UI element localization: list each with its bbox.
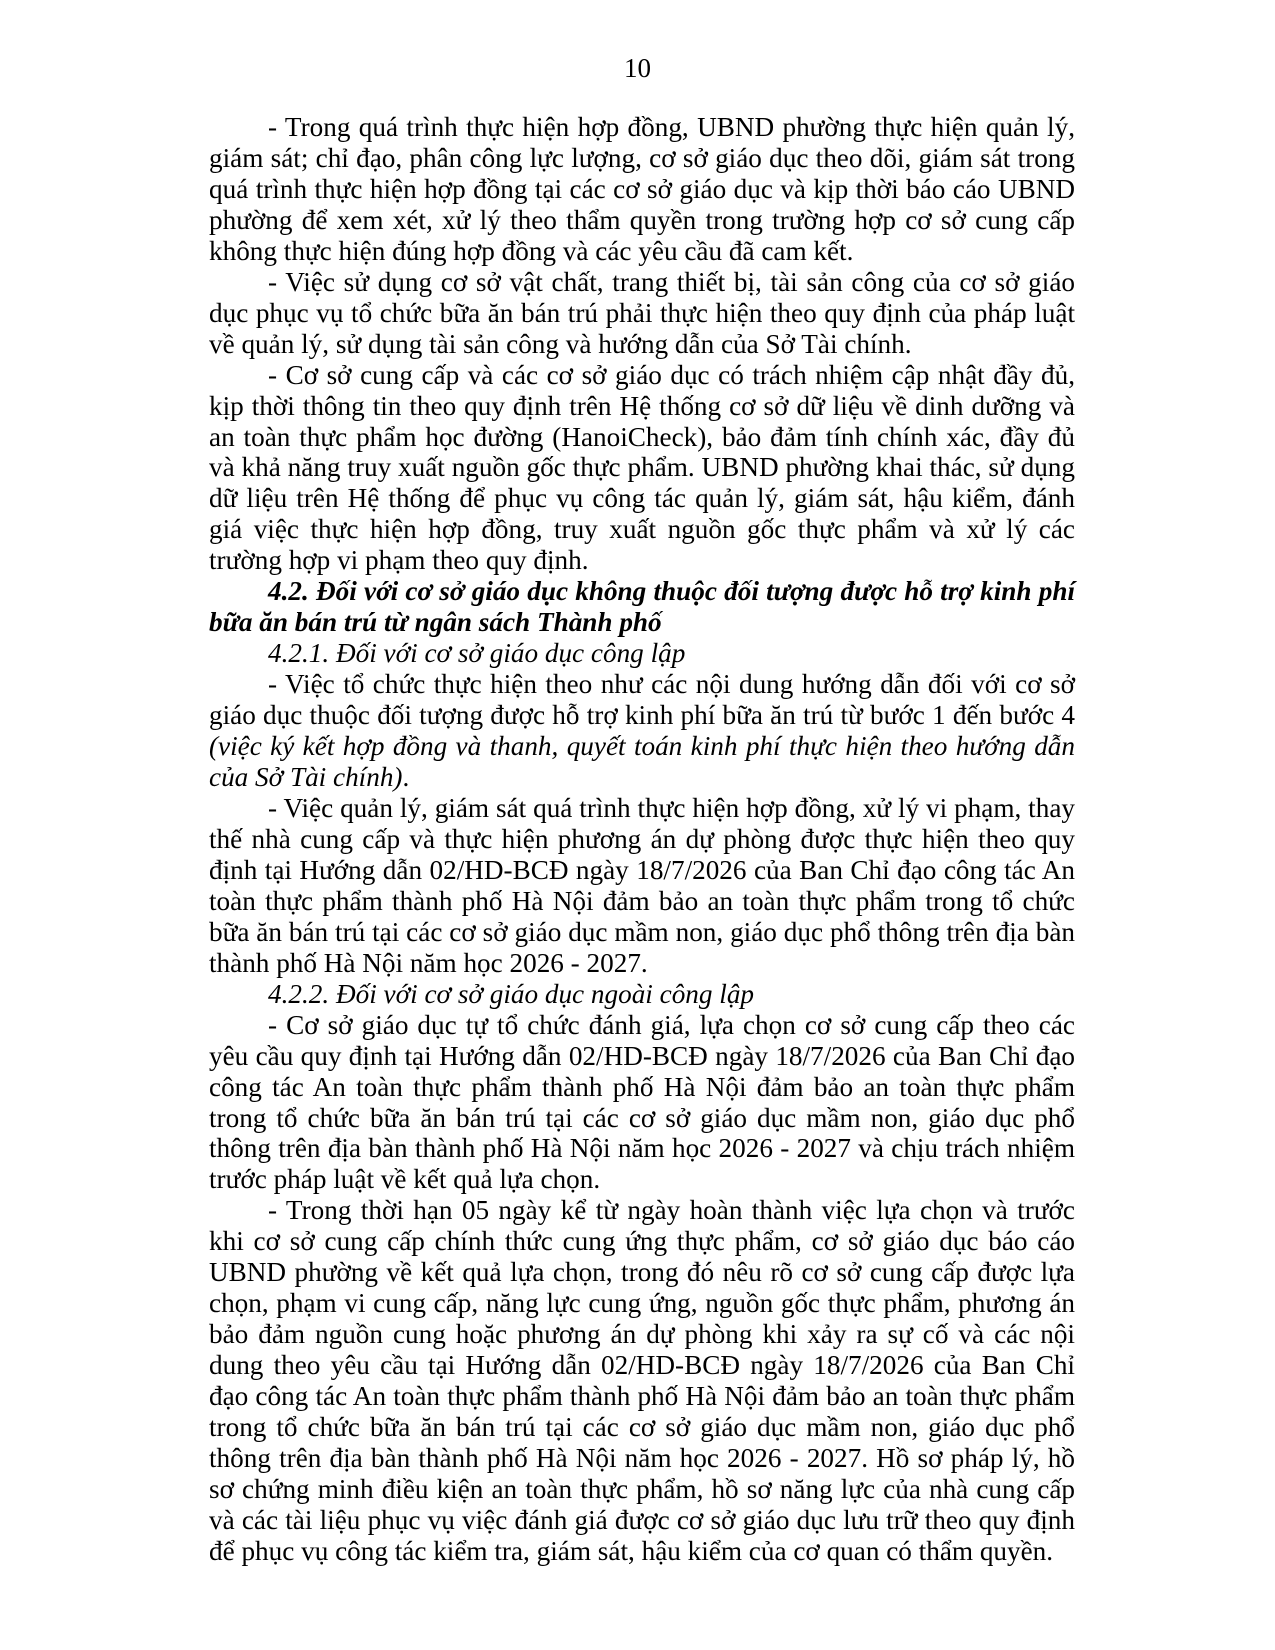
paragraph-public-institutions [209, 669, 1075, 793]
document-body [209, 112, 1075, 1567]
paragraph-private-selection: - Cơ sở giáo dục tự tổ chức đánh giá, lựa chọn cơ sở cung cấp theo các yêu cầu quy định tại Hướng dẫn 02/HD-BCĐ ngày 18/7/2026 của Ban Chỉ đạo công tác An toàn thực phẩm thành phố Hà Nội đảm bảo an toàn thực phẩm trong tổ chức bữa ăn bán trú tại các cơ sở giáo dục mầm non, giáo dục phổ thông trên địa bàn thành phố Hà Nội năm học 2026 - 2027 và chịu trách nhiệm trước pháp luật về kết quả lựa chọn. [209, 1009, 1075, 1195]
page-number: 10 [624, 53, 651, 83]
paragraph-private-reporting: - Trong thời hạn 05 ngày kể từ ngày hoàn thành việc lựa chọn và trước khi cơ sở cung cấp chính thức cung ứng thực phẩm, cơ sở giáo dục báo cáo UBND phường về kết quả lựa chọn, trong đó nêu rõ cơ sở cung cấp được lựa chọn, phạm vi cung cấp, năng lực cung ứng, nguồn gốc thực phẩm, phương án bảo đảm nguồn cung hoặc phương án dự phòng khi xảy ra sự cố và các nội dung theo yêu cầu tại Hướng dẫn 02/HD-BCĐ ngày 18/7/2026 của Ban Chỉ đạo công tác An toàn thực phẩm thành phố Hà Nội đảm bảo an toàn thực phẩm trong tổ chức bữa ăn bán trú tại các cơ sở giáo dục mầm non, giáo dục phổ thông trên địa bàn thành phố Hà Nội năm học 2026 - 2027. Hồ sơ pháp lý, hồ sơ chứng minh điều kiện an toàn thực phẩm, hồ sơ năng lực của nhà cung cấp và các tài liệu phục vụ việc đánh giá được cơ sở giáo dục lưu trữ theo quy định để phục vụ công tác kiểm tra, giám sát, hậu kiểm của cơ quan có thẩm quyền. [209, 1195, 1075, 1566]
heading-4-2: 4.2. Đối với cơ sở giáo dục không thuộc đối tượng được hỗ trợ kinh phí bữa ăn bán trú từ ngân sách Thành phố [209, 576, 1075, 638]
paragraph-public-assets: - Việc sử dụng cơ sở vật chất, trang thiết bị, tài sản công của cơ sở giáo dục phục vụ tổ chức bữa ăn bán trú phải thực hiện theo quy định của pháp luật về quản lý, sử dụng tài sản công và hướng dẫn của Sở Tài chính. [209, 266, 1075, 359]
paragraph-contract-supervision: - Trong quá trình thực hiện hợp đồng, UBND phường thực hiện quản lý, giám sát; chỉ đạo, phân công lực lượng, cơ sở giáo dục theo dõi, giám sát trong quá trình thực hiện hợp đồng tại các cơ sở giáo dục và kịp thời báo cáo UBND phường để xem xét, xử lý theo thẩm quyền trong trường hợp cơ sở cung cấp không thực hiện đúng hợp đồng và các yêu cầu đã cam kết. [209, 112, 1075, 266]
paragraph-public-institutions-text: - Việc tổ chức thực hiện theo như các nội dung hướng dẫn đối với cơ sở giáo dục thuộc đối tượng được hỗ trợ kinh phí bữa ăn trú từ bước 1 đến bước 4 [209, 669, 1075, 731]
paragraph-public-institutions-note: (việc ký kết hợp đồng và thanh, quyết toán kinh phí thực hiện theo hướng dẫn của Sở Tài chính) [209, 731, 1075, 793]
heading-4-2-2: 4.2.2. Đối với cơ sở giáo dục ngoài công lập [268, 978, 755, 1009]
paragraph-management-supervision: - Việc quản lý, giám sát quá trình thực hiện hợp đồng, xử lý vi phạm, thay thế nhà cung cấp và thực hiện phương án dự phòng được thực hiện theo quy định tại Hướng dẫn 02/HD-BCĐ ngày 18/7/2026 của Ban Chỉ đạo công tác An toàn thực phẩm thành phố Hà Nội đảm bảo an toàn thực phẩm trong tổ chức bữa ăn bán trú tại các cơ sở giáo dục mầm non, giáo dục phổ thông trên địa bàn thành phố Hà Nội năm học 2026 - 2027. [209, 792, 1075, 978]
paragraph-hanoicheck: - Cơ sở cung cấp và các cơ sở giáo dục có trách nhiệm cập nhật đầy đủ, kịp thời thông tin theo quy định trên Hệ thống cơ sở dữ liệu về dinh dưỡng và an toàn thực phẩm học đường (HanoiCheck), bảo đảm tính chính xác, đầy đủ và khả năng truy xuất nguồn gốc thực phẩm. UBND phường khai thác, sử dụng dữ liệu trên Hệ thống để phục vụ công tác quản lý, giám sát, hậu kiểm, đánh giá việc thực hiện hợp đồng, truy xuất nguồn gốc thực phẩm và xử lý các trường hợp vi phạm theo quy định. [209, 359, 1075, 576]
paragraph-public-institutions-end: . [402, 762, 410, 793]
heading-4-2-1: 4.2.1. Đối với cơ sở giáo dục công lập [268, 638, 686, 669]
